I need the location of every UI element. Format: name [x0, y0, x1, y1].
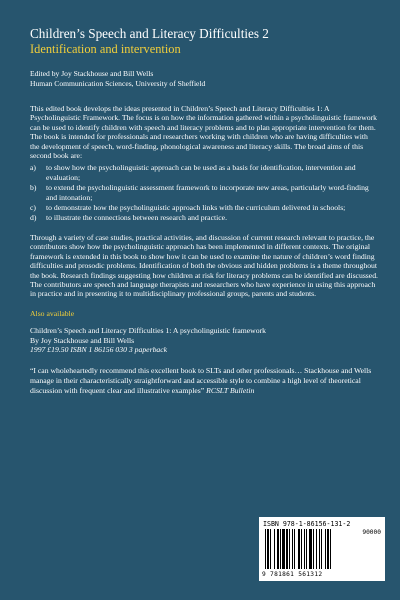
intro-paragraph: This edited book develops the ideas presented in Children’s Speech and Literacy Difficulties 1: A Psycholinguistic Framework. The focus is on how the information gathered within a psycholinguistic framework can be used to identify children with speech and literacy problems and to plan appropriate intervention for them. The book is intended for professionals and researchers working with children who are having difficulties with the development of speech, word-finding, phonological awareness and literacy skills. The broad aims of this second book are:: [30, 104, 378, 161]
aim-label: d): [30, 213, 37, 223]
isbn-label: ISBN 978-1-86156-131-2: [263, 520, 351, 528]
editors-line: Edited by Joy Stackhouse and Bill Wells: [30, 69, 154, 78]
barcode-icon: [265, 529, 353, 569]
editors-block: [30, 69, 378, 88]
back-cover-content: [30, 26, 378, 396]
related-book-meta: 1997 £19.50 ISBN 1 86156 030 3 paperback: [30, 344, 168, 354]
book-title: Children’s Speech and Literacy Difficulties 2: [30, 26, 269, 41]
list-item: [30, 163, 378, 182]
review-quote: [30, 366, 378, 396]
aim-label: b): [30, 183, 37, 193]
list-item: [30, 203, 378, 212]
aim-text: to show how the psycholinguistic approach can be used as a basis for identification, intervention and evaluation;: [46, 163, 356, 182]
aim-label: c): [30, 203, 36, 213]
body-paragraph: Through a variety of case studies, practical activities, and discussion of current research relevant to practice, the contributors show how the psycholinguistic approach has been implemented in different contexts. The original framework is extended in this book to show how it can be used to examine the nature of children’s word finding difficulties and prosodic problems. Identification of both the obvious and hidden problems is a theme throughout the book. Research findings suggesting how children at risk for literacy problems can be identified are discussed. The contributors are speech and language therapists and researchers who have experience in using this approach in practice and in presenting it to multidisciplinary professional groups, parents and students.: [30, 232, 378, 299]
aim-text: to extend the psycholinguistic assessment framework to incorporate new areas, particularly word-finding and intonation;: [46, 183, 369, 202]
affiliation-line: Human Communication Sciences, University of Sheffield: [30, 78, 206, 88]
barcode-box: [259, 517, 385, 581]
aim-text: to demonstrate how the psycholinguistic approach links with the curriculum delivered in schools;: [46, 203, 346, 213]
list-item: [30, 213, 378, 222]
book-subtitle: Identification and intervention: [30, 42, 181, 56]
list-item: [30, 183, 378, 202]
barcode-addon: 90000: [362, 529, 381, 536]
review-source: RCSLT Bulletin: [206, 386, 255, 396]
aim-label: a): [30, 163, 36, 173]
also-available-heading: Also available: [30, 308, 75, 318]
related-book-title: Children’s Speech and Literacy Difficulties 1: A psycholinguistic framework: [30, 326, 266, 336]
ean-number: 9 781861 561312: [262, 571, 323, 578]
related-book: [30, 326, 378, 354]
aim-text: to illustrate the connections between research and practice.: [46, 213, 228, 223]
aims-list: [30, 163, 378, 222]
related-book-authors: By Joy Stackhouse and Bill Wells: [30, 335, 135, 345]
review-text: “I can wholeheartedly recommend this excellent book to SLTs and other professionals… Stackhouse and Wells manage in their characteristically straightforward and accessible style to combine a high level of theoretical discussion with frequent clear and illustrative examples”: [30, 366, 372, 396]
